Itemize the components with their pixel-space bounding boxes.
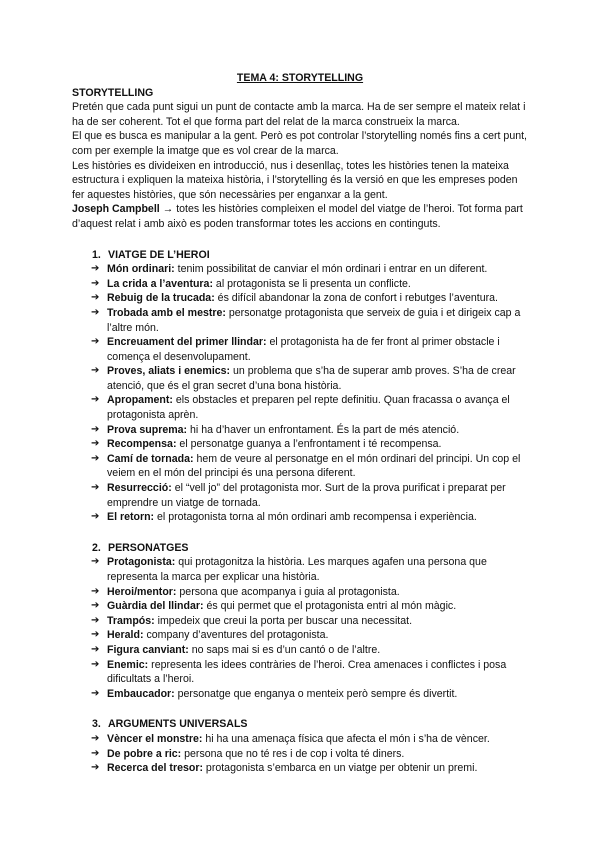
arrow-right-icon: ➔	[91, 263, 100, 275]
section-title	[92, 248, 528, 263]
item-text: el personatge guanya a l’enfrontament i té recompensa.	[176, 438, 442, 451]
item-text: persona que no té res i de cop i volta té diners.	[181, 747, 405, 760]
section-title-text: VIATGE DE L’HEROI	[108, 248, 210, 261]
item-text: company d’aventures del protagonista.	[143, 629, 329, 642]
section-title-text: ARGUMENTS UNIVERSALS	[108, 718, 248, 731]
arrow-right-icon: ➔	[91, 629, 100, 641]
item-text: hem de veure al personatge en el món ordinari del principi. Un cop el veiem en el món del principi és una persona diferent.	[107, 452, 521, 480]
item-text: persona que acompanya i guia al protagonista.	[176, 585, 400, 598]
arrow-right-icon: ➔	[91, 438, 100, 450]
item-text: un problema que s’ha de superar amb proves. S’ha de crear atenció, que és el gran secret d’una bona història.	[107, 365, 516, 392]
list-item	[91, 277, 528, 292]
bullet-list	[72, 555, 528, 701]
list-item	[91, 614, 528, 629]
item-text: protagonista s’embarca en un viatge per obtenir un premi.	[202, 762, 478, 775]
item-text: qui protagonitza la història. Les marques agafen una persona que representa la marca per explicar una història.	[107, 556, 487, 583]
list-item	[91, 555, 528, 584]
arrow-right-icon: ➔	[91, 762, 100, 774]
list-item	[91, 643, 528, 658]
item-term: Enemic:	[107, 658, 149, 671]
list-item	[91, 393, 528, 422]
arrow-right-icon: ➔	[91, 482, 100, 494]
section-1	[72, 248, 528, 525]
list-item	[91, 437, 528, 452]
item-term: Figura canviant:	[107, 643, 189, 656]
item-term: Resurrecció:	[107, 482, 172, 495]
arrow-right-icon: ➔	[91, 556, 100, 568]
item-text: al protagonista se li presenta un conflicte.	[212, 277, 411, 290]
arrow-right-icon: ➔	[91, 732, 100, 744]
item-text: el protagonista ha de fer front al primer obstacle i comença el desenvolupament.	[107, 336, 500, 363]
sections-container	[72, 248, 528, 776]
section-title	[92, 541, 528, 556]
intro-heading: STORYTELLING	[72, 86, 154, 99]
item-term: Trampós:	[107, 614, 155, 627]
arrow-right-icon: ➔	[91, 306, 100, 318]
list-item	[91, 481, 528, 510]
bullet-list	[72, 732, 528, 776]
item-term: Trobada amb el mestre:	[107, 306, 226, 319]
list-item	[91, 452, 528, 481]
intro-paragraph-1: Pretén que cada punt sigui un punt de contacte amb la marca. Ha de ser sempre el mateix relat i ha de ser coherent. Tot el que forma part del relat de la marca construeix la marca.	[72, 101, 526, 128]
item-text: el protagonista torna al món ordinari amb recompensa i experiència.	[154, 511, 477, 524]
item-term: Recompensa:	[107, 438, 177, 451]
arrow-right-icon: ➔	[91, 643, 100, 655]
item-text: personatge protagonista que serveix de guia i et dirigeix cap a l’altre món.	[107, 306, 521, 334]
list-item	[91, 747, 528, 762]
list-item	[91, 687, 528, 702]
section-number: 1.	[92, 248, 101, 261]
section-title	[92, 717, 528, 732]
item-text: personatge que enganya o menteix però sempre és divertit.	[174, 687, 458, 700]
list-item	[91, 761, 528, 776]
list-item	[91, 335, 528, 364]
item-term: Camí de tornada:	[107, 452, 194, 465]
campbell-text: → totes les històries compleixen el model del viatge de l’heroi. Tot forma part d’aquest relat i amb això es poden transformar totes les accions en continguts.	[72, 203, 523, 230]
list-item	[91, 585, 528, 600]
arrow-right-icon: ➔	[91, 511, 100, 523]
campbell-name: Joseph Campbell	[72, 203, 160, 216]
item-term: Guàrdia del llindar:	[107, 600, 204, 613]
section-number: 2.	[92, 541, 101, 554]
arrow-right-icon: ➔	[91, 747, 100, 759]
arrow-right-icon: ➔	[91, 336, 100, 348]
section-number: 3.	[92, 718, 101, 731]
item-term: Heroi/mentor:	[107, 585, 177, 598]
bullet-list	[72, 262, 528, 525]
item-text: tenim possibilitat de canviar el món ordinari i entrar en un diferent.	[174, 263, 488, 276]
item-term: Prova suprema:	[107, 423, 188, 436]
item-text: el “vell jo” del protagonista mor. Surt de la prova purificat i preparat per emprendre un viatge de tornada.	[107, 482, 506, 509]
item-term: Rebuig de la trucada:	[107, 292, 215, 305]
item-text: impedeix que creui la porta per buscar una necessitat.	[154, 614, 413, 627]
item-text: no saps mai si es d’un cantó o de l’altre.	[188, 643, 381, 656]
item-term: Recerca del tresor:	[107, 762, 203, 775]
list-item	[91, 599, 528, 614]
list-item	[91, 732, 528, 747]
item-text: hi ha una amenaça física que afecta el món i s’ha de vèncer.	[202, 732, 490, 745]
list-item	[91, 262, 528, 277]
item-term: Proves, aliats i enemics:	[107, 365, 231, 378]
intro-paragraph-3: Les històries es divideixen en introducció, nus i desenllaç, totes les històries tenen la mateixa estructura i expliquen la mateixa història, i l’storytelling és la versió en que les empreses poden fer aquestes històries, que són necessàries per enganxar a la gent.	[72, 159, 518, 201]
intro-paragraph-4	[72, 202, 528, 231]
intro-paragraph-2: El que es busca es manipular a la gent. Però es pot controlar l’storytelling només fins a cert punt, com per exemple la imatge que es vol crear de la marca.	[72, 130, 527, 157]
item-term: Apropament:	[107, 394, 173, 407]
section-2	[72, 541, 528, 702]
item-term: El retorn:	[107, 511, 155, 524]
arrow-right-icon: ➔	[91, 423, 100, 435]
item-text: és qui permet que el protagonista entri al món màgic.	[203, 600, 457, 613]
arrow-right-icon: ➔	[91, 452, 100, 464]
item-term: La crida a l’aventura:	[107, 277, 213, 290]
item-term: Embaucador:	[107, 687, 175, 700]
arrow-right-icon: ➔	[91, 585, 100, 597]
arrow-right-icon: ➔	[91, 277, 100, 289]
arrow-right-icon: ➔	[91, 687, 100, 699]
arrow-right-icon: ➔	[91, 394, 100, 406]
list-item	[91, 510, 528, 525]
item-text: hi ha d’haver un enfrontament. És la part de més atenció.	[187, 423, 460, 436]
arrow-right-icon: ➔	[91, 614, 100, 626]
item-term: Món ordinari:	[107, 263, 175, 276]
arrow-right-icon: ➔	[91, 658, 100, 670]
item-term: Vèncer el monstre:	[107, 732, 203, 745]
item-text: els obstacles et preparen pel repte definitiu. Quan fracassa o avança el protagonista aprèn.	[107, 394, 510, 422]
arrow-right-icon: ➔	[91, 292, 100, 304]
list-item	[91, 306, 528, 335]
item-term: Encreuament del primer llindar:	[107, 336, 267, 349]
item-term: Protagonista:	[107, 556, 176, 569]
list-item	[91, 291, 528, 306]
section-3	[72, 717, 528, 775]
section-title-text: PERSONATGES	[108, 541, 189, 554]
list-item	[91, 658, 528, 687]
item-text: representa les idees contràries de l’heroi. Crea amenaces i conflictes i posa dificultats a l’heroi.	[107, 658, 507, 686]
item-term: De pobre a ric:	[107, 747, 182, 760]
list-item	[91, 423, 528, 438]
list-item	[91, 628, 528, 643]
item-term: Herald:	[107, 629, 144, 642]
item-text: és difícil abandonar la zona de confort i rebutges l’aventura.	[214, 292, 498, 305]
document-title: TEMA 4: STORYTELLING	[236, 72, 364, 84]
arrow-right-icon: ➔	[91, 365, 100, 377]
list-item	[91, 364, 528, 393]
arrow-right-icon: ➔	[91, 600, 100, 612]
